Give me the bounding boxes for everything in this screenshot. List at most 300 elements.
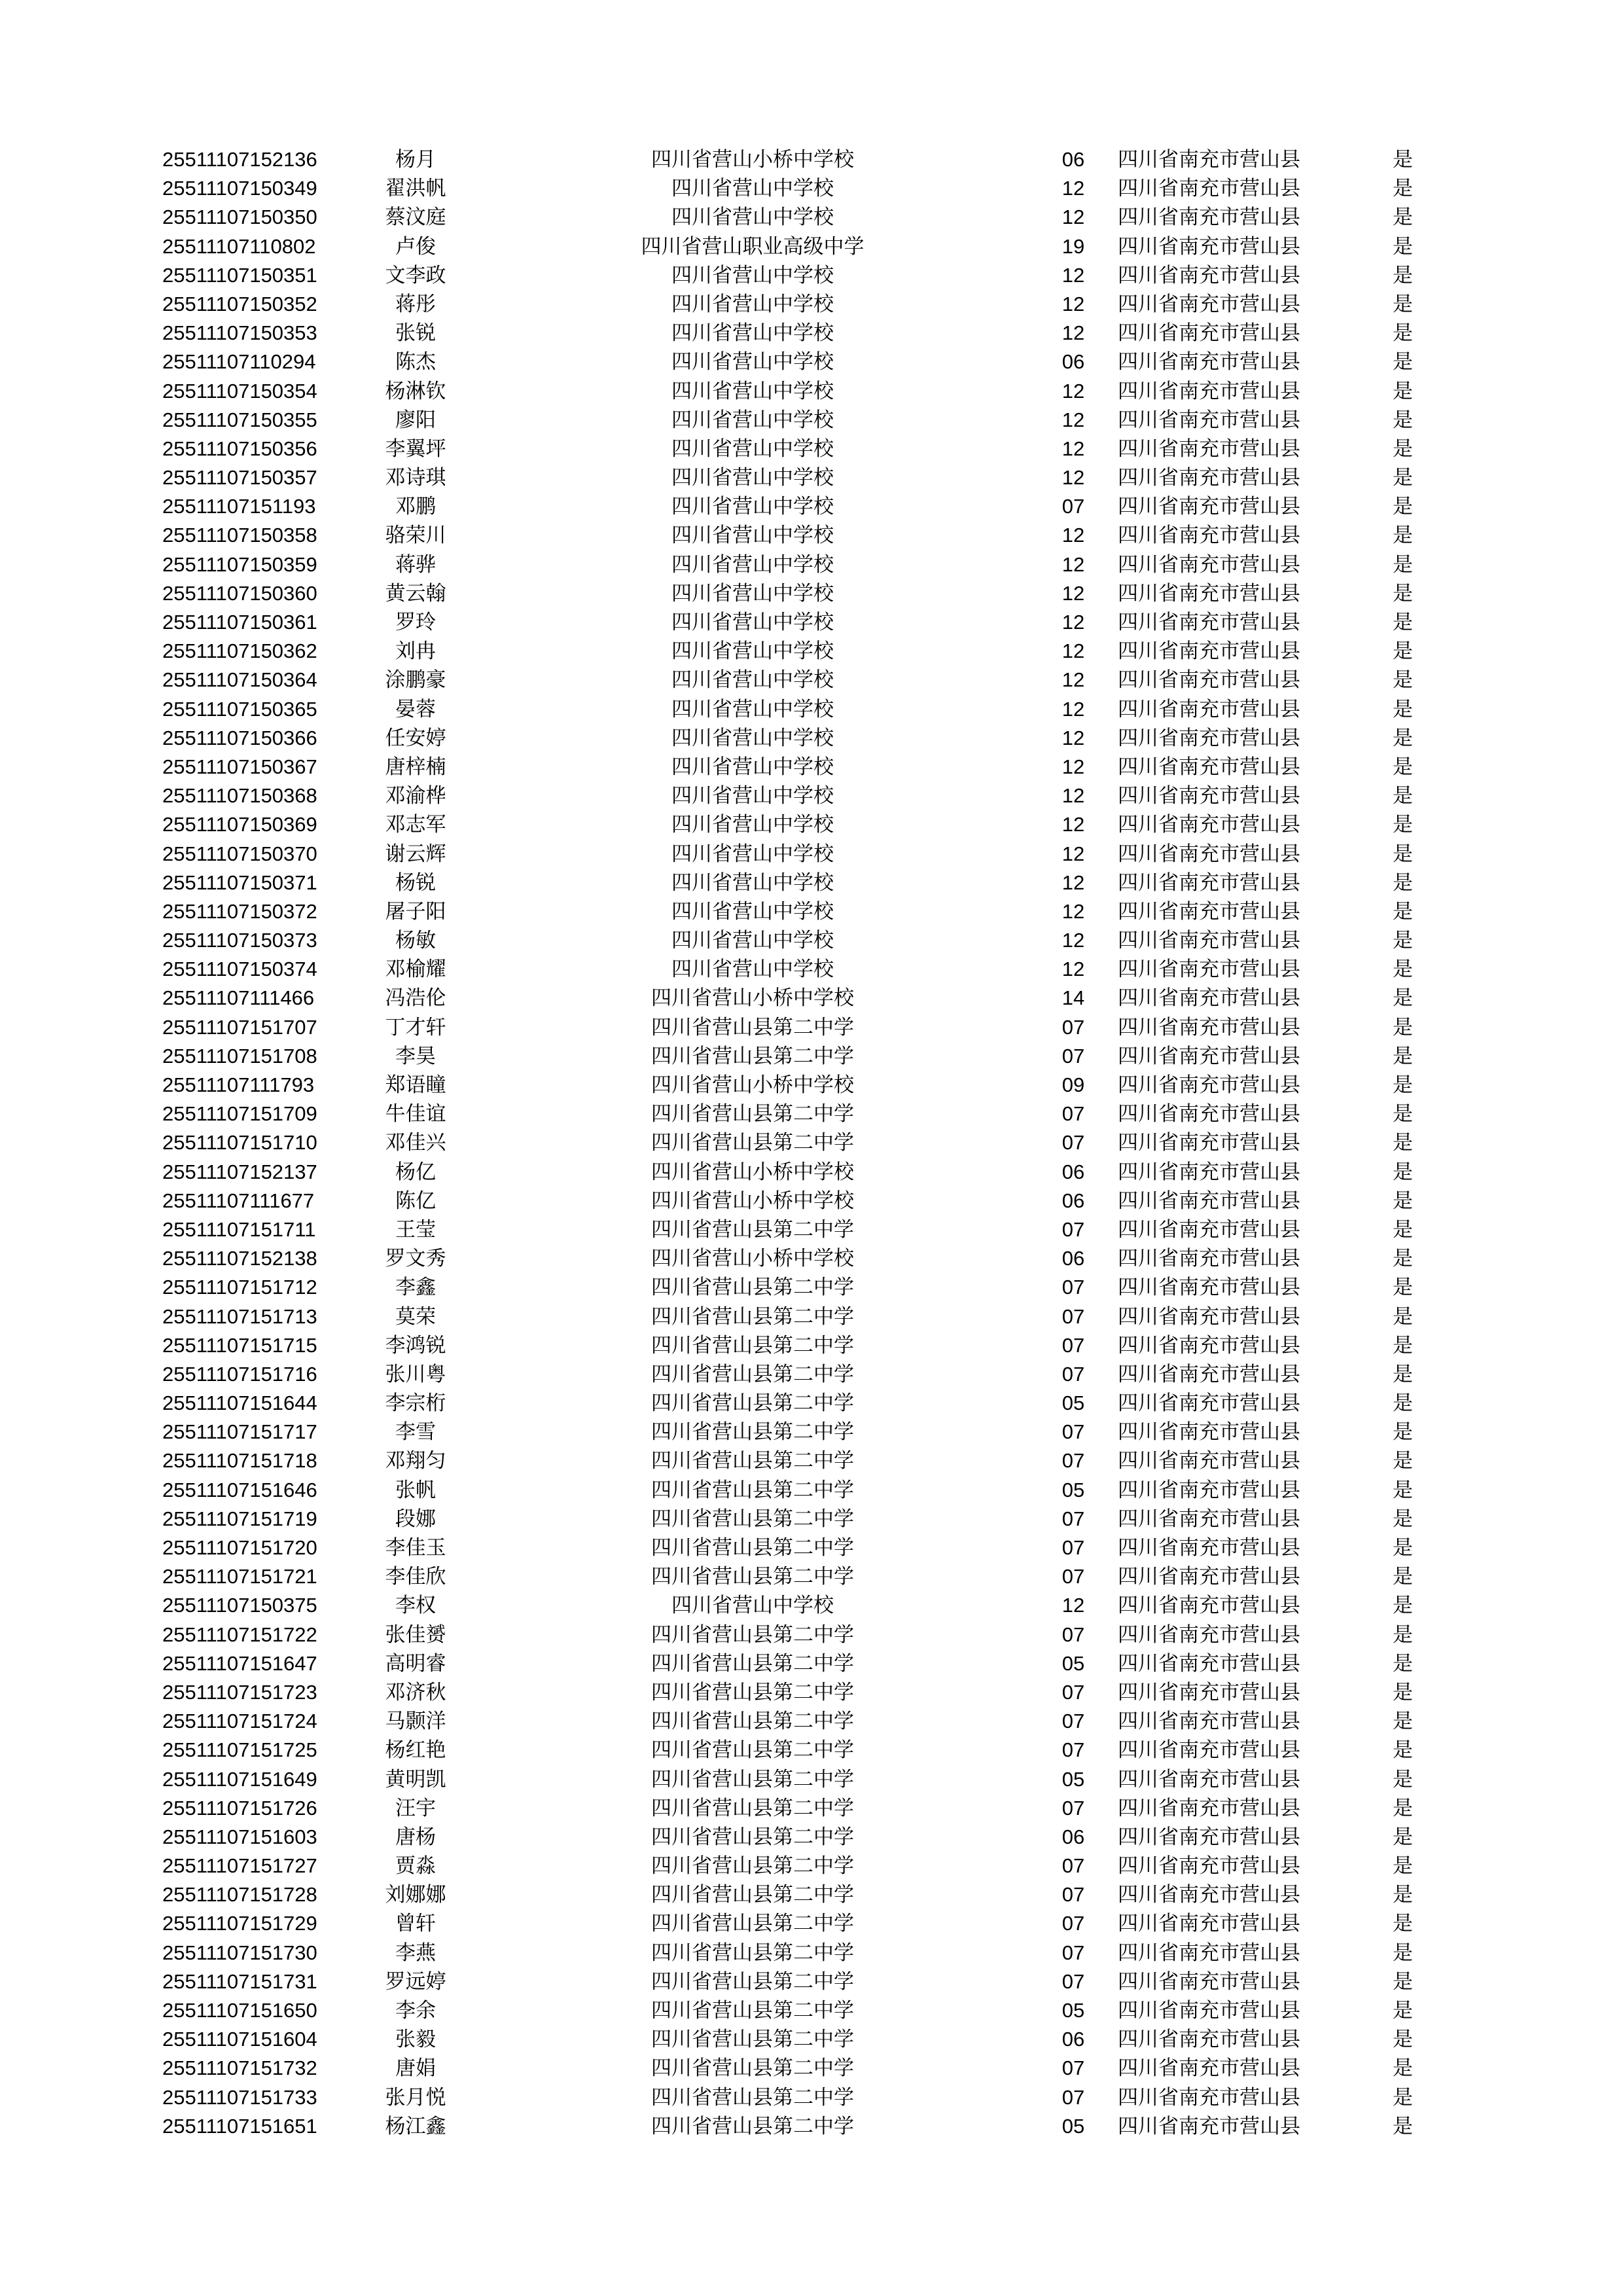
flag-cell: 是	[1393, 437, 1413, 461]
region-cell: 四川省南充市营山县	[1118, 1131, 1300, 1155]
student-name-cell: 贾淼	[395, 1854, 436, 1878]
student-id-cell: 25511107150352	[162, 292, 317, 315]
flag-cell: 是	[1393, 842, 1413, 866]
school-cell: 四川省营山县第二中学	[651, 1912, 854, 1936]
region-cell: 四川省南充市营山县	[1118, 581, 1300, 605]
code-cell: 12	[1061, 408, 1085, 431]
student-name-cell: 邓佳兴	[385, 1131, 446, 1155]
table-row	[0, 2112, 1623, 2141]
table-row	[0, 435, 1623, 463]
table-row	[0, 1302, 1623, 1331]
flag-cell: 是	[1393, 1276, 1413, 1300]
flag-cell: 是	[1393, 495, 1413, 519]
student-id-cell: 25511107150375	[162, 1594, 317, 1617]
flag-cell: 是	[1393, 263, 1413, 287]
flag-cell: 是	[1393, 1217, 1413, 1242]
region-cell: 四川省南充市营山县	[1118, 495, 1300, 519]
code-cell: 07	[1061, 1420, 1085, 1444]
school-cell: 四川省营山中学校	[671, 958, 834, 982]
school-cell: 四川省营山中学校	[671, 668, 834, 692]
student-id-cell: 25511107151728	[162, 1883, 317, 1907]
student-name-cell: 杨锐	[395, 870, 436, 895]
code-cell: 12	[1061, 206, 1085, 229]
student-id-cell: 25511107150367	[162, 755, 317, 778]
school-cell: 四川省营山县第二中学	[651, 1507, 854, 1531]
student-id-cell: 25511107150366	[162, 726, 317, 749]
flag-cell: 是	[1393, 1333, 1413, 1357]
student-name-cell: 陈杰	[395, 350, 436, 374]
region-cell: 四川省南充市营山县	[1118, 1651, 1300, 1676]
code-cell: 07	[1061, 1449, 1085, 1473]
region-cell: 四川省南充市营山县	[1118, 1073, 1300, 1097]
table-row	[0, 1244, 1623, 1273]
student-id-cell: 25511107151649	[162, 1767, 317, 1791]
student-id-cell: 25511107150373	[162, 929, 317, 952]
school-cell: 四川省营山中学校	[671, 321, 834, 346]
code-cell: 05	[1061, 1999, 1085, 2022]
table-row	[0, 1389, 1623, 1418]
table-row	[0, 695, 1623, 724]
region-cell: 四川省南充市营山县	[1118, 1536, 1300, 1560]
student-name-cell: 屠子阳	[385, 899, 446, 924]
school-cell: 四川省营山县第二中学	[651, 1420, 854, 1444]
student-id-cell: 25511107151730	[162, 1941, 317, 1964]
region-cell: 四川省南充市营山县	[1118, 1912, 1300, 1936]
code-cell: 19	[1061, 234, 1085, 258]
code-cell: 07	[1061, 1362, 1085, 1386]
region-cell: 四川省南充市营山县	[1118, 466, 1300, 490]
student-name-cell: 李昊	[395, 1044, 436, 1068]
table-row	[0, 1707, 1623, 1736]
table-row	[0, 1852, 1623, 1880]
table-row	[0, 1360, 1623, 1389]
flag-cell: 是	[1393, 697, 1413, 721]
student-id-cell: 25511107150364	[162, 668, 317, 692]
table-row	[0, 810, 1623, 839]
student-id-cell: 25511107151604	[162, 2028, 317, 2051]
table-row	[0, 1158, 1623, 1187]
student-name-cell: 杨亿	[395, 1160, 436, 1184]
student-name-cell: 陈亿	[395, 1189, 436, 1213]
region-cell: 四川省南充市营山县	[1118, 1160, 1300, 1184]
flag-cell: 是	[1393, 2028, 1413, 2052]
student-name-cell: 任安婷	[385, 726, 446, 750]
school-cell: 四川省营山中学校	[671, 755, 834, 779]
student-name-cell: 蒋骅	[395, 552, 436, 577]
code-cell: 12	[1061, 552, 1085, 576]
table-row	[0, 1591, 1623, 1620]
table-row	[0, 1100, 1623, 1128]
student-name-cell: 李鸿锐	[385, 1333, 446, 1357]
region-cell: 四川省南充市营山县	[1118, 206, 1300, 230]
school-cell: 四川省营山中学校	[671, 929, 834, 953]
region-cell: 四川省南充市营山县	[1118, 1333, 1300, 1357]
student-name-cell: 邓翔匀	[385, 1449, 446, 1473]
code-cell: 12	[1061, 958, 1085, 981]
region-cell: 四川省南充市营山县	[1118, 2056, 1300, 2081]
table-row	[0, 1996, 1623, 2025]
school-cell: 四川省营山县第二中学	[651, 1969, 854, 1994]
region-cell: 四川省南充市营山县	[1118, 1015, 1300, 1039]
student-name-cell: 张帆	[395, 1478, 436, 1502]
code-cell: 05	[1061, 1478, 1085, 1501]
student-id-cell: 25511107150365	[162, 697, 317, 721]
flag-cell: 是	[1393, 552, 1413, 577]
school-cell: 四川省营山县第二中学	[651, 1536, 854, 1560]
flag-cell: 是	[1393, 1449, 1413, 1473]
student-id-cell: 25511107150358	[162, 524, 317, 547]
student-id-cell: 25511107151724	[162, 1710, 317, 1733]
region-cell: 四川省南充市营山县	[1118, 177, 1300, 201]
school-cell: 四川省营山中学校	[671, 495, 834, 519]
flag-cell: 是	[1393, 466, 1413, 490]
table-row	[0, 1071, 1623, 1100]
table-row	[0, 203, 1623, 232]
school-cell: 四川省营山县第二中学	[651, 1333, 854, 1357]
region-cell: 四川省南充市营山县	[1118, 263, 1300, 287]
region-cell: 四川省南充市营山县	[1118, 958, 1300, 982]
student-name-cell: 丁才轩	[385, 1015, 446, 1039]
flag-cell: 是	[1393, 177, 1413, 201]
student-name-cell: 晏蓉	[395, 697, 436, 721]
table-row	[0, 608, 1623, 637]
table-row	[0, 406, 1623, 435]
school-cell: 四川省营山中学校	[671, 581, 834, 605]
flag-cell: 是	[1393, 1131, 1413, 1155]
table-row	[0, 984, 1623, 1013]
code-cell: 07	[1061, 1102, 1085, 1126]
flag-cell: 是	[1393, 1565, 1413, 1589]
table-row	[0, 492, 1623, 521]
flag-cell: 是	[1393, 1999, 1413, 2022]
school-cell: 四川省营山县第二中学	[651, 1102, 854, 1126]
student-id-cell: 25511107151713	[162, 1304, 317, 1328]
student-name-cell: 刘冉	[395, 639, 436, 664]
school-cell: 四川省营山县第二中学	[651, 1565, 854, 1589]
table-row	[0, 897, 1623, 926]
region-cell: 四川省南充市营山县	[1118, 2114, 1300, 2138]
region-cell: 四川省南充市营山县	[1118, 1941, 1300, 1965]
table-row	[0, 261, 1623, 290]
school-cell: 四川省营山中学校	[671, 899, 834, 924]
student-id-cell: 25511107151727	[162, 1854, 317, 1878]
table-row	[0, 1505, 1623, 1534]
code-cell: 12	[1061, 379, 1085, 403]
student-name-cell: 高明睿	[385, 1651, 446, 1676]
code-cell: 12	[1061, 870, 1085, 894]
region-cell: 四川省南充市营山县	[1118, 321, 1300, 346]
flag-cell: 是	[1393, 1073, 1413, 1097]
flag-cell: 是	[1393, 379, 1413, 403]
code-cell: 12	[1061, 784, 1085, 808]
table-row	[0, 579, 1623, 608]
flag-cell: 是	[1393, 1391, 1413, 1416]
flag-cell: 是	[1393, 1623, 1413, 1647]
code-cell: 12	[1061, 177, 1085, 200]
flag-cell: 是	[1393, 1651, 1413, 1676]
flag-cell: 是	[1393, 2085, 1413, 2109]
school-cell: 四川省营山中学校	[671, 813, 834, 837]
student-name-cell: 廖阳	[395, 408, 436, 432]
table-row	[0, 1880, 1623, 1909]
student-name-cell: 杨月	[395, 148, 436, 171]
code-cell: 07	[1061, 1507, 1085, 1530]
code-cell: 06	[1061, 1247, 1085, 1270]
code-cell: 12	[1061, 466, 1085, 490]
code-cell: 07	[1061, 1276, 1085, 1299]
code-cell: 12	[1061, 437, 1085, 460]
code-cell: 14	[1061, 986, 1085, 1010]
code-cell: 06	[1061, 2028, 1085, 2051]
region-cell: 四川省南充市营山县	[1118, 1391, 1300, 1416]
school-cell: 四川省营山县第二中学	[651, 1825, 854, 1849]
school-cell: 四川省营山职业高级中学	[641, 234, 865, 259]
student-name-cell: 邓诗琪	[385, 466, 446, 490]
student-id-cell: 25511107151731	[162, 1969, 317, 1993]
table-row	[0, 521, 1623, 550]
flag-cell: 是	[1393, 2056, 1413, 2081]
code-cell: 07	[1061, 1536, 1085, 1559]
student-name-cell: 李鑫	[395, 1276, 436, 1300]
student-name-cell: 王莹	[395, 1217, 436, 1242]
region-cell: 四川省南充市营山县	[1118, 350, 1300, 374]
student-id-cell: 25511107151715	[162, 1333, 317, 1357]
code-cell: 12	[1061, 292, 1085, 315]
student-id-cell: 25511107150354	[162, 379, 317, 403]
table-row	[0, 1534, 1623, 1562]
region-cell: 四川省南充市营山县	[1118, 1420, 1300, 1444]
student-name-cell: 李翼坪	[385, 437, 446, 461]
school-cell: 四川省营山中学校	[671, 1594, 834, 1618]
region-cell: 四川省南充市营山县	[1118, 1796, 1300, 1820]
flag-cell: 是	[1393, 321, 1413, 346]
student-id-cell: 25511107150372	[162, 899, 317, 923]
school-cell: 四川省营山中学校	[671, 408, 834, 432]
student-name-cell: 杨红艳	[385, 1738, 446, 1763]
student-id-cell: 25511107151712	[162, 1276, 317, 1299]
flag-cell: 是	[1393, 668, 1413, 692]
code-cell: 07	[1061, 1854, 1085, 1878]
student-id-cell: 25511107151708	[162, 1044, 317, 1067]
region-cell: 四川省南充市营山县	[1118, 986, 1300, 1011]
student-id-cell: 25511107150369	[162, 813, 317, 836]
flag-cell: 是	[1393, 408, 1413, 432]
student-id-cell: 25511107150360	[162, 581, 317, 605]
student-id-cell: 25511107150350	[162, 206, 317, 229]
table-row	[0, 1621, 1623, 1649]
code-cell: 07	[1061, 1333, 1085, 1357]
student-id-cell: 25511107150371	[162, 870, 317, 894]
region-cell: 四川省南充市营山县	[1118, 1044, 1300, 1068]
code-cell: 07	[1061, 1304, 1085, 1328]
flag-cell: 是	[1393, 1362, 1413, 1386]
region-cell: 四川省南充市营山县	[1118, 1507, 1300, 1531]
student-name-cell: 马颢洋	[385, 1710, 446, 1734]
student-name-cell: 卢俊	[395, 234, 436, 259]
table-row	[0, 290, 1623, 319]
student-id-cell: 25511107150370	[162, 842, 317, 865]
student-id-cell: 25511107151193	[162, 495, 316, 518]
region-cell: 四川省南充市营山县	[1118, 813, 1300, 837]
student-name-cell: 张锐	[395, 321, 436, 346]
region-cell: 四川省南充市营山县	[1118, 1738, 1300, 1763]
table-row	[0, 1042, 1623, 1071]
flag-cell: 是	[1393, 1102, 1413, 1126]
student-id-cell: 25511107150359	[162, 552, 317, 576]
student-id-cell: 25511107150357	[162, 466, 317, 490]
code-cell: 05	[1061, 2114, 1085, 2138]
flag-cell: 是	[1393, 1767, 1413, 1791]
code-cell: 07	[1061, 2085, 1085, 2109]
student-name-cell: 李佳玉	[385, 1536, 446, 1560]
flag-cell: 是	[1393, 611, 1413, 634]
school-cell: 四川省营山中学校	[671, 726, 834, 750]
student-name-cell: 邓志军	[385, 813, 446, 837]
table-row	[0, 1187, 1623, 1215]
table-row	[0, 1331, 1623, 1360]
table-row	[0, 348, 1623, 376]
student-id-cell: 25511107150362	[162, 639, 317, 663]
code-cell: 12	[1061, 611, 1085, 634]
student-id-cell: 25511107111466	[162, 986, 315, 1010]
flag-cell: 是	[1393, 148, 1413, 171]
code-cell: 12	[1061, 668, 1085, 692]
region-cell: 四川省南充市营山县	[1118, 1449, 1300, 1473]
school-cell: 四川省营山中学校	[671, 466, 834, 490]
student-id-cell: 25511107151729	[162, 1912, 317, 1935]
code-cell: 07	[1061, 1217, 1085, 1241]
flag-cell: 是	[1393, 958, 1413, 982]
school-cell: 四川省营山小桥中学校	[651, 1073, 854, 1097]
flag-cell: 是	[1393, 1941, 1413, 1965]
school-cell: 四川省营山中学校	[671, 842, 834, 866]
table-row	[0, 1446, 1623, 1475]
region-cell: 四川省南充市营山县	[1118, 726, 1300, 750]
code-cell: 07	[1061, 1883, 1085, 1907]
student-id-cell: 25511107150374	[162, 958, 317, 981]
table-row	[0, 463, 1623, 492]
school-cell: 四川省营山中学校	[671, 206, 834, 230]
school-cell: 四川省营山县第二中学	[651, 1391, 854, 1416]
student-name-cell: 张佳赟	[385, 1623, 446, 1647]
code-cell: 09	[1061, 1073, 1085, 1096]
student-name-cell: 牛佳谊	[385, 1102, 446, 1126]
student-id-cell: 25511107150356	[162, 437, 317, 460]
student-name-cell: 邓榆耀	[385, 958, 446, 982]
student-id-cell: 25511107151707	[162, 1015, 317, 1039]
flag-cell: 是	[1393, 206, 1413, 230]
code-cell: 12	[1061, 581, 1085, 605]
school-cell: 四川省营山县第二中学	[651, 1941, 854, 1965]
region-cell: 四川省南充市营山县	[1118, 929, 1300, 953]
code-cell: 05	[1061, 1651, 1085, 1675]
student-name-cell: 张月悦	[385, 2085, 446, 2109]
flag-cell: 是	[1393, 1247, 1413, 1271]
school-cell: 四川省营山县第二中学	[651, 2028, 854, 2052]
code-cell: 07	[1061, 1623, 1085, 1646]
student-name-cell: 涂鹏豪	[385, 668, 446, 692]
student-name-cell: 罗玲	[395, 611, 436, 634]
flag-cell: 是	[1393, 1420, 1413, 1444]
student-name-cell: 杨淋钦	[385, 379, 446, 403]
student-name-cell: 邓渝桦	[385, 784, 446, 808]
code-cell: 12	[1061, 263, 1085, 287]
student-id-cell: 25511107151711	[162, 1217, 316, 1241]
student-name-cell: 黄明凯	[385, 1767, 446, 1791]
student-id-cell: 25511107152138	[162, 1247, 317, 1270]
student-id-cell: 25511107110802	[162, 234, 316, 258]
flag-cell: 是	[1393, 986, 1413, 1011]
student-id-cell: 25511107151721	[162, 1565, 317, 1588]
student-id-cell: 25511107151732	[162, 2056, 317, 2080]
region-cell: 四川省南充市营山县	[1118, 552, 1300, 577]
region-cell: 四川省南充市营山县	[1118, 437, 1300, 461]
flag-cell: 是	[1393, 726, 1413, 750]
flag-cell: 是	[1393, 350, 1413, 374]
school-cell: 四川省营山中学校	[671, 263, 834, 287]
flag-cell: 是	[1393, 1738, 1413, 1763]
code-cell: 07	[1061, 2056, 1085, 2080]
school-cell: 四川省营山中学校	[671, 350, 834, 374]
student-id-cell: 25511107151603	[162, 1825, 317, 1848]
student-id-cell: 25511107150355	[162, 408, 317, 431]
school-cell: 四川省营山县第二中学	[651, 1276, 854, 1300]
table-row	[0, 1273, 1623, 1302]
school-cell: 四川省营山中学校	[671, 697, 834, 721]
flag-cell: 是	[1393, 1969, 1413, 1994]
code-cell: 07	[1061, 1680, 1085, 1704]
region-cell: 四川省南充市营山县	[1118, 1102, 1300, 1126]
region-cell: 四川省南充市营山县	[1118, 1189, 1300, 1213]
table-row	[0, 550, 1623, 579]
school-cell: 四川省营山县第二中学	[651, 2085, 854, 2109]
school-cell: 四川省营山县第二中学	[651, 1304, 854, 1329]
region-cell: 四川省南充市营山县	[1118, 870, 1300, 895]
region-cell: 四川省南充市营山县	[1118, 1304, 1300, 1329]
flag-cell: 是	[1393, 1189, 1413, 1213]
region-cell: 四川省南充市营山县	[1118, 697, 1300, 721]
code-cell: 05	[1061, 1767, 1085, 1791]
flag-cell: 是	[1393, 524, 1413, 548]
table-row	[0, 2083, 1623, 2112]
student-id-cell: 25511107151644	[162, 1391, 317, 1415]
region-cell: 四川省南充市营山县	[1118, 2028, 1300, 2052]
flag-cell: 是	[1393, 1680, 1413, 1704]
school-cell: 四川省营山县第二中学	[651, 1217, 854, 1242]
table-row	[0, 666, 1623, 694]
student-name-cell: 蒋彤	[395, 292, 436, 316]
school-cell: 四川省营山小桥中学校	[651, 148, 854, 171]
region-cell: 四川省南充市营山县	[1118, 1594, 1300, 1618]
flag-cell: 是	[1393, 1825, 1413, 1849]
school-cell: 四川省营山县第二中学	[651, 1883, 854, 1907]
region-cell: 四川省南充市营山县	[1118, 1854, 1300, 1878]
table-row	[0, 2025, 1623, 2054]
student-id-cell: 25511107151726	[162, 1796, 317, 1820]
code-cell: 06	[1061, 1160, 1085, 1183]
region-cell: 四川省南充市营山县	[1118, 408, 1300, 432]
school-cell: 四川省营山县第二中学	[651, 1999, 854, 2022]
region-cell: 四川省南充市营山县	[1118, 2085, 1300, 2109]
region-cell: 四川省南充市营山县	[1118, 234, 1300, 259]
student-id-cell: 25511107151720	[162, 1536, 317, 1559]
code-cell: 12	[1061, 1594, 1085, 1617]
table-row	[0, 1418, 1623, 1446]
student-name-cell: 唐娟	[395, 2056, 436, 2081]
student-name-cell: 冯浩伦	[385, 986, 446, 1011]
code-cell: 12	[1061, 321, 1085, 345]
table-row	[0, 869, 1623, 897]
